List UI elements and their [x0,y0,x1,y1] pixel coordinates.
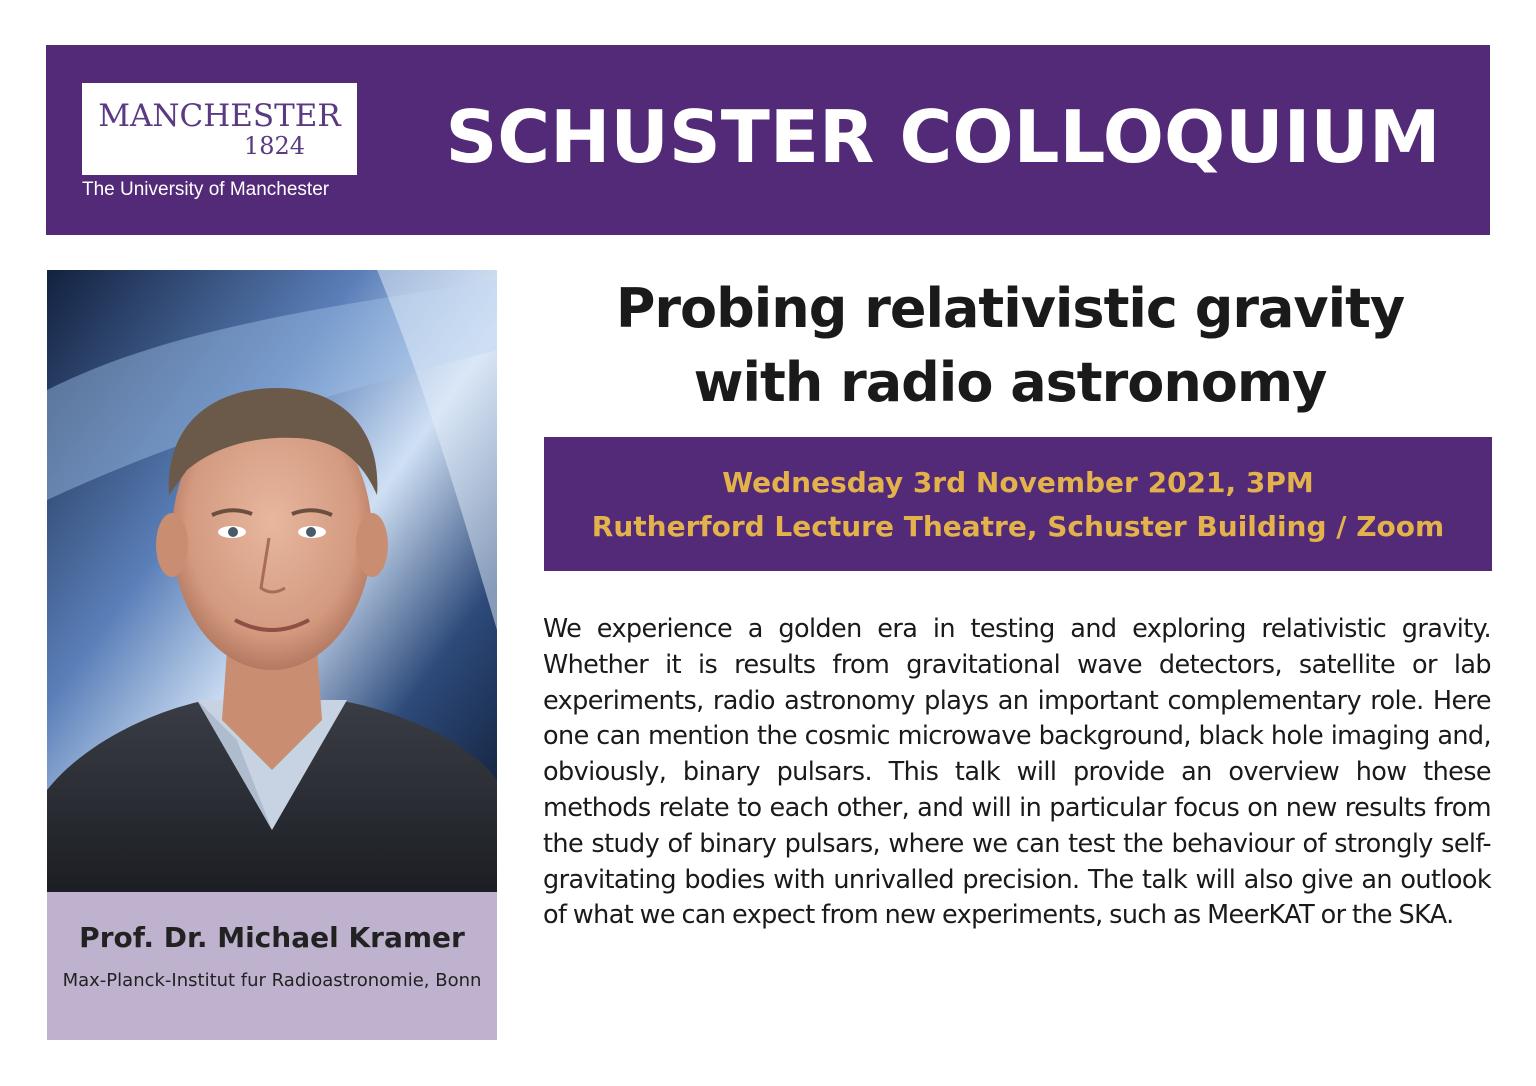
speaker-photo [47,270,497,892]
speaker-portrait-illustration [47,270,497,892]
university-logo [82,83,357,175]
speaker-name: Prof. Dr. Michael Kramer [79,921,465,954]
logo-subtitle: The University of Manchester [82,179,330,200]
talk-title-line-2: with radio astronomy [693,351,1327,414]
logo-year: 1824 [243,132,305,160]
speaker-affiliation: Max-Planck-Institut fur Radioastronomie, Bonn [62,970,482,991]
event-datetime: Wednesday 3rd November 2021, 3PM [722,466,1314,499]
event-venue: Rutherford Lecture Theatre, Schuster Building / Zoom [591,510,1445,543]
logo-wordmark: MANCHESTER [98,98,341,134]
colloquium-title: SCHUSTER COLLOQUIUM [445,95,1441,179]
talk-abstract: We experience a golden era in testing and exploring relativistic gravity. Whether it is results from gravitational wave detectors, satellite or lab experiments, radio astronomy plays an important complementary role. Here one can mention the cosmic microwave background, black hole imaging and, obviously, binary pulsars. This talk will provide an overview how these methods relate to each other, and will in particular focus on new results from the study of binary pulsars, where we can test the behaviour of strongly self-gravitating bodies with unrivalled precision. The talk will also give an outlook of what we can expect from new experiments, such as MeerKAT or the SKA. [543,614,1491,931]
header-banner [46,45,1490,235]
talk-title-line-1: Probing relativistic gravity [615,277,1405,340]
speaker-info-panel [47,892,497,1040]
talk-title [530,272,1490,420]
event-info-banner [544,437,1492,571]
